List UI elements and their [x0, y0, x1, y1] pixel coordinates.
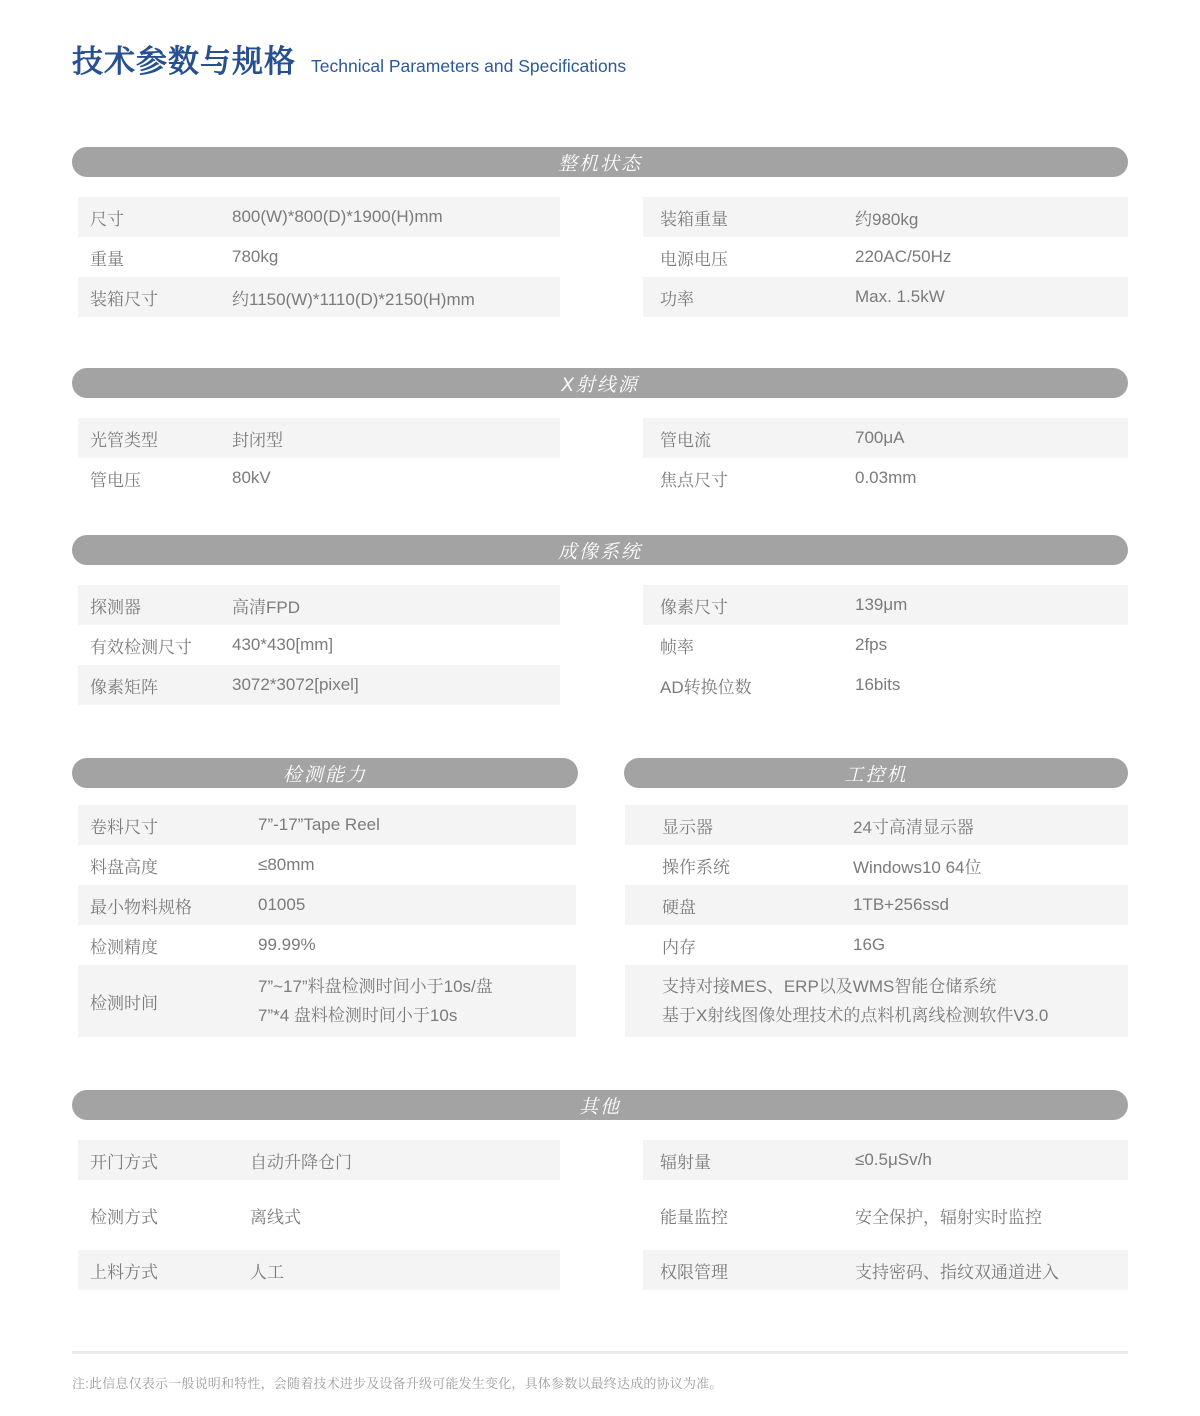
spec-row: [78, 277, 560, 317]
spec-value: 7”-17”Tape Reel: [258, 815, 380, 834]
spec-value: 人工: [250, 1262, 284, 1282]
spec-value: 430*430[mm]: [232, 635, 334, 654]
spec-value-line: 支持对接MES、ERP以及WMS智能仓储系统: [662, 977, 997, 996]
spec-value: 0.03mm: [855, 468, 917, 487]
spec-label: 像素矩阵: [90, 677, 158, 697]
footer-note: 注:此信息仅表示一般说明和特性，会随着技术进步及设备升级可能发生变化，具体参数以最终达成的协议为准。: [72, 1376, 723, 1391]
spec-value: 自动升降仓门: [250, 1152, 352, 1172]
spec-value: ≤0.5μSv/h: [855, 1150, 932, 1169]
machine-status-right-column: [624, 197, 1128, 317]
spec-label: 尺寸: [90, 209, 124, 229]
section-header-bar: [72, 147, 1128, 177]
spec-value: Windows10 64位: [853, 857, 982, 877]
spec-row: [643, 277, 1128, 317]
spec-row: [643, 237, 1128, 277]
section-xray-source: [72, 368, 1128, 498]
spec-label: 开门方式: [90, 1152, 158, 1172]
spec-label: 像素尺寸: [660, 597, 728, 617]
section-detection-capability: [72, 758, 578, 1037]
spec-row: [625, 845, 1128, 885]
page-title: [72, 44, 1128, 80]
spec-label: 电源电压: [660, 249, 728, 269]
spec-row: [78, 1140, 560, 1180]
spec-row: [78, 925, 576, 965]
section-header-bar: [624, 758, 1128, 788]
spec-value: 800(W)*800(D)*1900(H)mm: [232, 207, 443, 226]
spec-value: Max. 1.5kW: [855, 287, 945, 306]
section-machine-status: [72, 147, 1128, 317]
footer-divider: [72, 1351, 1128, 1354]
spec-value: 139μm: [855, 595, 908, 614]
spec-row: [643, 625, 1128, 665]
spec-label: 权限管理: [660, 1262, 728, 1282]
imaging-system-right-column: [624, 585, 1128, 705]
machine-status-left-column: [72, 197, 578, 317]
others-right-column: [624, 1140, 1128, 1305]
spec-value: 24寸高清显示器: [853, 817, 974, 837]
spec-label: 硬盘: [662, 897, 696, 917]
spec-label: 装箱尺寸: [90, 289, 158, 309]
spec-value-line: 基于X射线图像处理技术的点料机离线检测软件V3.0: [662, 1006, 1049, 1025]
xray-source-right-column: [624, 418, 1128, 498]
spec-row: [78, 458, 560, 498]
spec-value: ≤80mm: [258, 855, 315, 874]
spec-row: [643, 1140, 1128, 1180]
spec-row: [625, 965, 1128, 1037]
spec-row: [643, 418, 1128, 458]
spec-label: 帧率: [660, 637, 694, 657]
spec-value: 99.99%: [258, 935, 316, 954]
spec-value: 支持密码、指纹双通道进入: [855, 1262, 1059, 1282]
spec-row: [643, 585, 1128, 625]
spec-value: 安全保护，辐射实时监控: [855, 1207, 1042, 1227]
xray-source-left-column: [72, 418, 578, 498]
spec-label: 检测方式: [90, 1207, 158, 1227]
section-imaging-system: [72, 535, 1128, 705]
spec-row: [78, 665, 560, 705]
spec-label: 管电压: [90, 470, 141, 490]
spec-label: 探测器: [90, 597, 141, 617]
spec-value: 离线式: [250, 1207, 301, 1227]
spec-row: [78, 1250, 560, 1290]
section-capability-and-ipc: [72, 758, 1128, 1037]
spec-value: [662, 972, 1048, 1030]
spec-row: [78, 965, 576, 1037]
section-header-bar: [72, 368, 1128, 398]
spec-label: 辐射量: [660, 1152, 711, 1172]
spec-row: [643, 458, 1128, 498]
section-others: [72, 1090, 1128, 1305]
spec-label: 光管类型: [90, 430, 158, 450]
section-title: 整机状态: [557, 153, 642, 175]
section-title: 成像系统: [557, 541, 642, 563]
spec-row: [78, 237, 560, 277]
spec-label: 管电流: [660, 430, 711, 450]
spec-label: 有效检测尺寸: [90, 637, 192, 657]
spec-value: 01005: [258, 895, 306, 914]
spec-row: [625, 925, 1128, 965]
spec-value: [258, 972, 493, 1030]
spec-label: 卷料尺寸: [90, 817, 158, 837]
spec-value: 16G: [853, 935, 886, 954]
spec-label: 操作系统: [662, 857, 730, 877]
spec-value: 2fps: [855, 635, 888, 654]
imaging-system-left-column: [72, 585, 578, 705]
spec-label: 内存: [662, 937, 696, 957]
section-title: 其他: [578, 1096, 621, 1118]
section-header-bar: [72, 1090, 1128, 1120]
spec-value: 220AC/50Hz: [855, 247, 952, 266]
spec-label: 装箱重量: [660, 209, 728, 229]
spec-value: 16bits: [855, 675, 901, 694]
spec-value: 1TB+256ssd: [853, 895, 949, 914]
spec-label: 检测时间: [90, 993, 158, 1013]
spec-label: 检测精度: [90, 937, 158, 957]
spec-row: [78, 197, 560, 237]
spec-value-line: 7”~17”料盘检测时间小于10s/盘: [258, 977, 493, 996]
spec-row: [643, 197, 1128, 237]
spec-row: [78, 585, 560, 625]
spec-label: 料盘高度: [90, 857, 158, 877]
spec-row: [78, 885, 576, 925]
spec-label: 重量: [90, 249, 124, 269]
spec-row: [78, 625, 560, 665]
spec-value: 封闭型: [232, 430, 283, 450]
section-title: 工控机: [844, 764, 908, 786]
spec-label: 显示器: [662, 817, 713, 837]
spec-row: [78, 418, 560, 458]
spec-row: [78, 845, 576, 885]
spec-value: 约980kg: [855, 209, 919, 229]
spec-value: 700μA: [855, 428, 905, 447]
spec-row: [643, 1195, 1128, 1235]
spec-value: 约1150(W)*1110(D)*2150(H)mm: [232, 289, 475, 309]
spec-row: [643, 1250, 1128, 1290]
spec-label: AD转换位数: [660, 677, 752, 697]
spec-row: [643, 665, 1128, 705]
spec-value: 80kV: [232, 468, 271, 487]
section-header-bar: [72, 758, 578, 788]
spec-label: 上料方式: [90, 1262, 158, 1282]
spec-row: [625, 805, 1128, 845]
spec-row: [625, 885, 1128, 925]
spec-row: [78, 1195, 560, 1235]
section-industrial-pc: [624, 758, 1128, 1037]
section-header-bar: [72, 535, 1128, 565]
spec-label: 功率: [660, 289, 694, 309]
spec-label: 焦点尺寸: [660, 470, 728, 490]
spec-row: [78, 805, 576, 845]
spec-value-line: 7”*4 盘料检测时间小于10s: [258, 1006, 458, 1025]
page-title-en: Technical Parameters and Specifications: [311, 56, 627, 76]
spec-value: 高清FPD: [232, 597, 300, 617]
spec-value: 780kg: [232, 247, 279, 266]
spec-value: 3072*3072[pixel]: [232, 675, 359, 694]
others-left-column: [72, 1140, 578, 1305]
spec-label: 最小物料规格: [90, 897, 192, 917]
spec-label: 能量监控: [660, 1207, 728, 1227]
page-title-zh: 技术参数与规格: [72, 44, 296, 79]
section-title: X射线源: [561, 374, 639, 396]
section-title: 检测能力: [282, 764, 367, 786]
